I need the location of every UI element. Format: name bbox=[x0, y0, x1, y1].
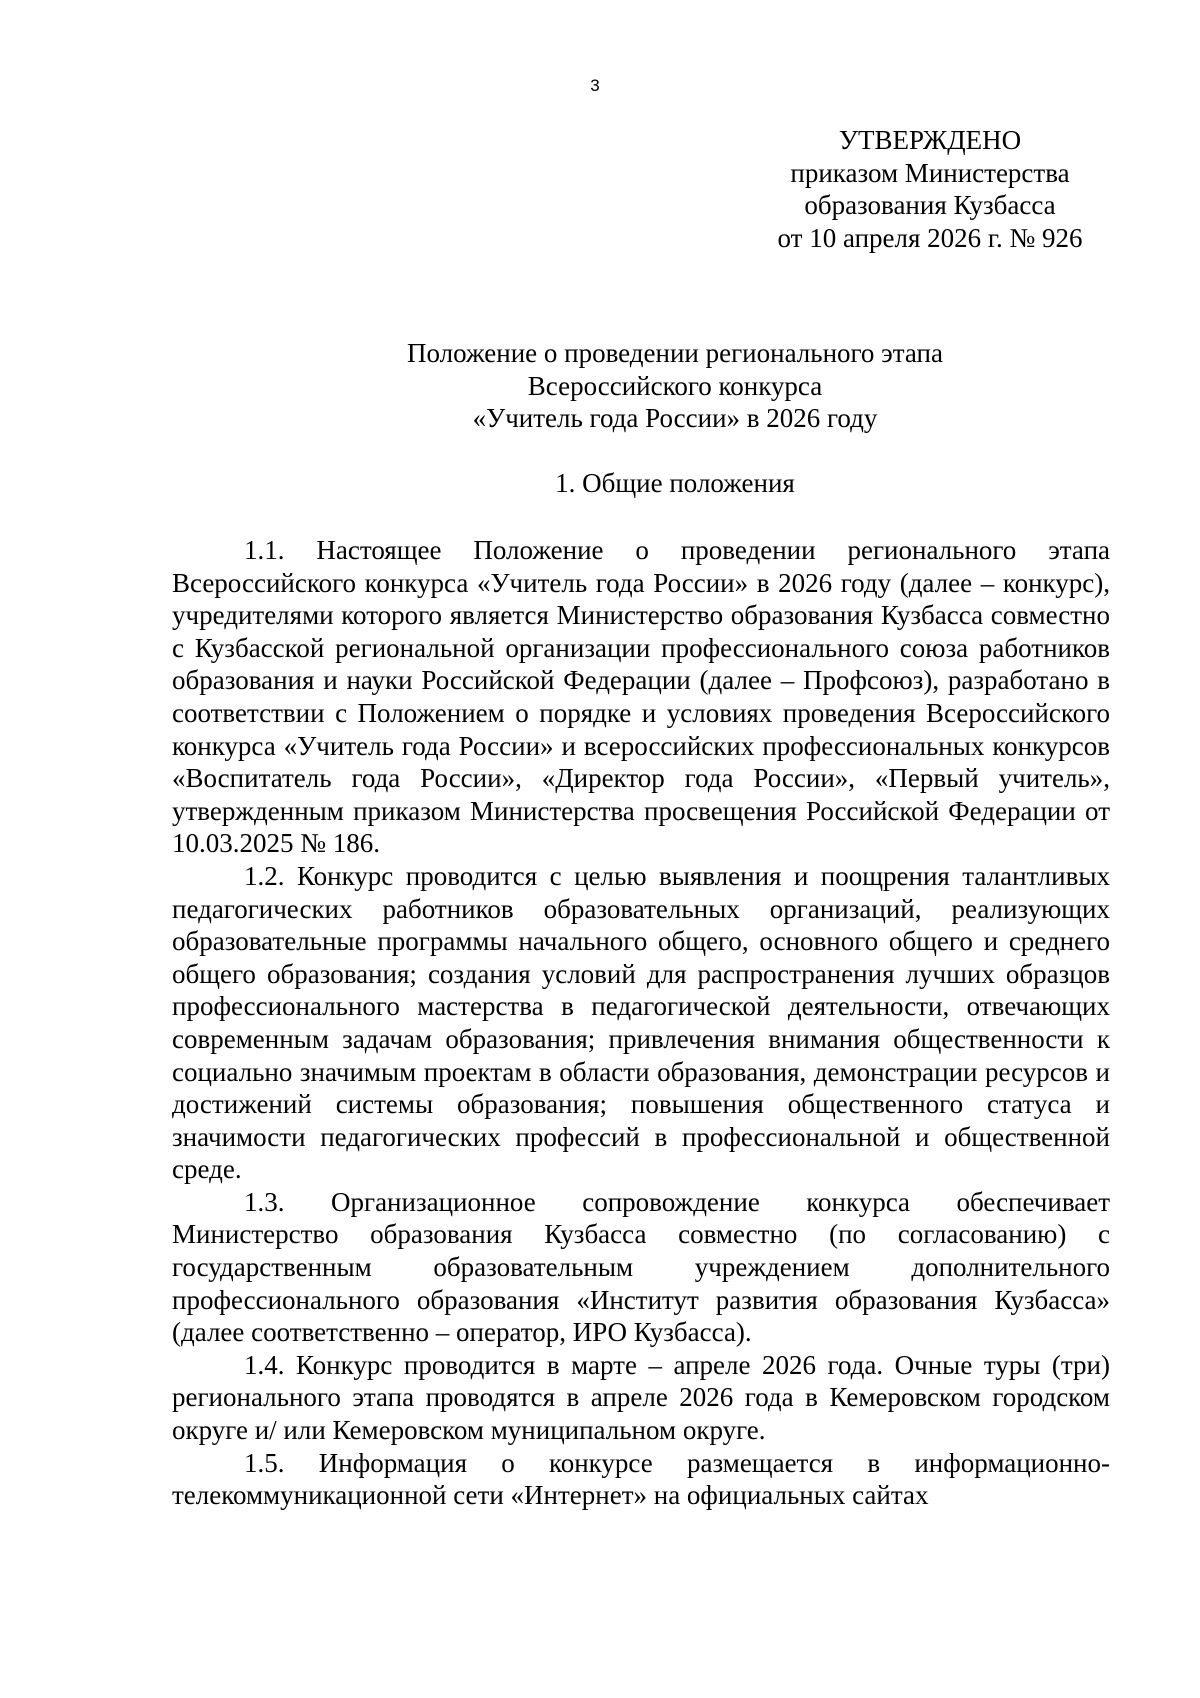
document-body bbox=[172, 534, 1110, 1512]
document-title bbox=[330, 337, 1020, 435]
document-title-line: Всероссийского конкурса bbox=[527, 370, 823, 401]
page-number: 3 bbox=[590, 76, 600, 95]
approval-line-approved: УТВЕРЖДЕНО bbox=[838, 125, 1022, 155]
paragraph-1-5: 1.5. Информация о конкурсе размещается в информационно-телекоммуникационной сети «Интернет» на официальных сайтах bbox=[172, 1447, 1110, 1511]
approval-line-order: приказом Министерства bbox=[790, 157, 1070, 188]
paragraph-1-2: 1.2. Конкурс проводится с целью выявления и поощрения талантливых педагогических работников образовательных организаций, реализующих образовательные программы начального общего, основного общего и среднего общего образования; создания условий для распространения лучших образцов профессионального мастерства в педагогической деятельности, отвечающих современным задачам образования; привлечения внимания общественности к социально значимым проектам в области образования, демонстрации ресурсов и достижений системы образования; повышения общественного статуса и значимости педагогических профессий в профессиональной и общественной среде. bbox=[172, 860, 1110, 1185]
paragraph-1-1: 1.1. Настоящее Положение о проведении регионального этапа Всероссийского конкурса «Учитель года России» в 2026 году (далее – конкурс), учредителями которого является Министерство образования Кузбасса совместно с Кузбасской региональной организации профессионального союза работников образования и науки Российской Федерации (далее – Профсоюз), разработано в соответствии с Положением о порядке и условиях проведения Всероссийского конкурса «Учитель года России» и всероссийских профессиональных конкурсов «Воспитатель года России», «Директор года России», «Первый учитель», утвержденным приказом Министерства просвещения Российской Федерации от 10.03.2025 № 186. bbox=[172, 535, 1110, 859]
document-title-line: «Учитель года России» в 2026 году bbox=[472, 403, 878, 433]
paragraph-1-3: 1.3. Организационное сопровождение конкурса обеспечивает Министерство образования Кузбасса совместно (по согласованию) с государственным образовательным учреждением дополнительного профессионального образования «Институт развития образования Кузбасса» (далее соответственно – оператор, ИРО Кузбасса). bbox=[172, 1186, 1110, 1348]
approval-line-ministry: образования Кузбасса bbox=[804, 190, 1056, 220]
paragraph-1-4: 1.4. Конкурс проводится в марте – апреле 2026 года. Очные туры (три) регионального этапа проводятся в апреле 2026 года в Кемеровском городском округе и/ или Кемеровском муниципальном округе. bbox=[172, 1349, 1110, 1446]
section-heading: 1. Общие положения bbox=[555, 468, 795, 498]
document-title-line: Положение о проведении регионального этапа bbox=[407, 338, 943, 368]
approval-stamp bbox=[760, 124, 1100, 254]
approval-line-date: от 10 апреля 2026 г. № 926 bbox=[777, 222, 1083, 253]
